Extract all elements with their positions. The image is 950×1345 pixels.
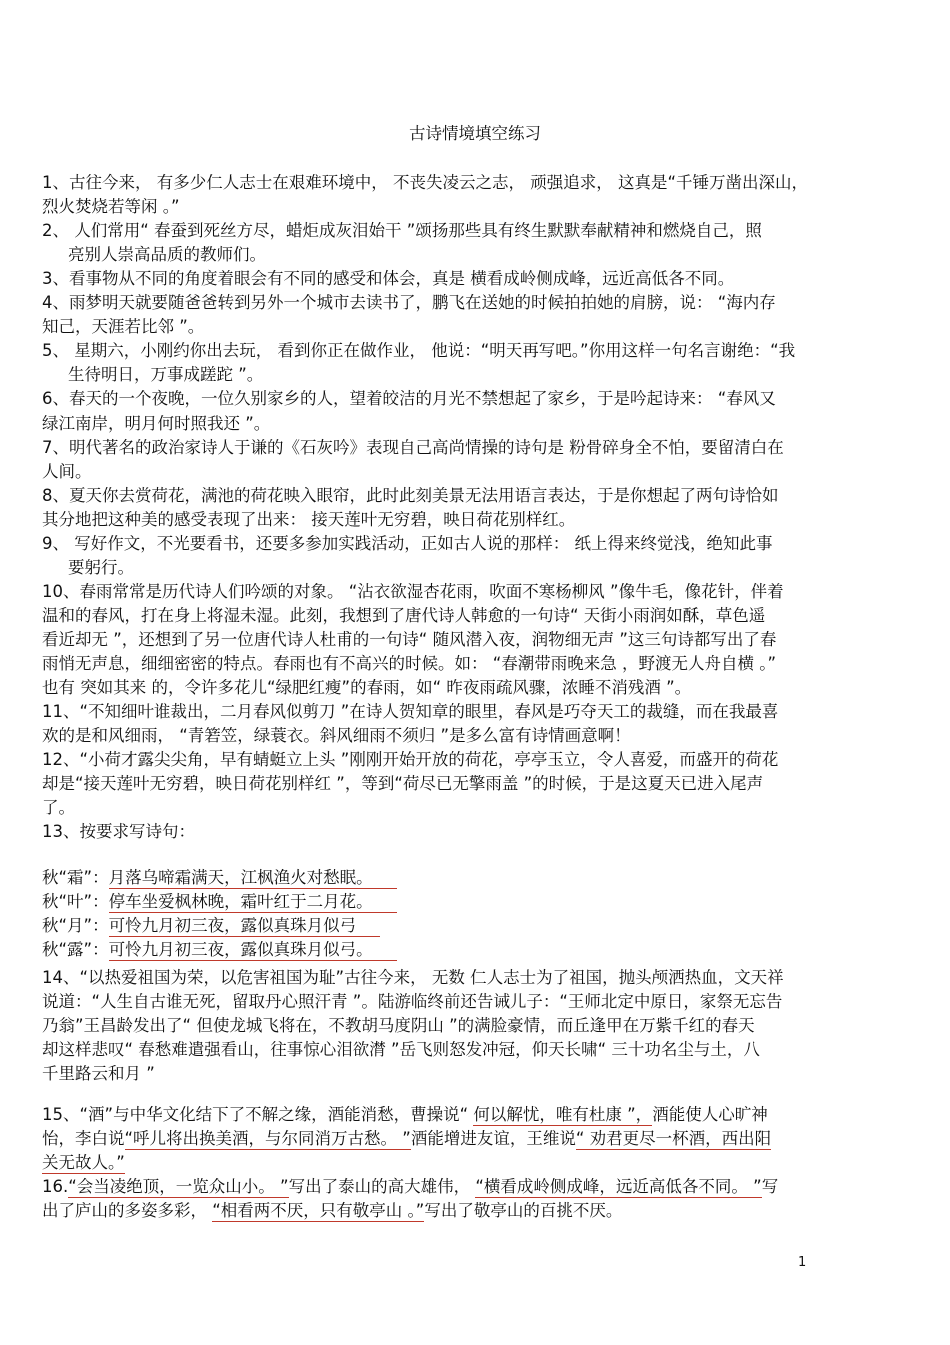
answer-underline: 停车坐爱枫林晚，霜叶红于二月花。 — [109, 892, 397, 913]
text-line: 看近却无 ”，还想到了另一位唐代诗人杜甫的一句诗“ 随风潜入夜，润物细无声 ”这三句诗都写出了春 — [42, 630, 777, 649]
q14-line: 说道：“人生自古谁无死，留取丹心照汗青 ”。陆游临终前还告诫儿子：“王师北定中原日，家祭无忘告 — [42, 992, 783, 1011]
text-line: 3、看事物从不同的角度着眼会有不同的感受和体会，真是 横看成岭侧成峰，远近高低各不同。 — [42, 269, 735, 288]
text-line: 知己，天涯若比邻 ”。 — [42, 317, 205, 336]
q13-label: 秋“霜”： — [42, 868, 109, 887]
page-number: 1 — [798, 1255, 807, 1270]
answer-underline: 可怜九月初三夜，露似真珠月似弓 — [109, 916, 381, 937]
q14-line: 14、“以热爱祖国为荣，以危害祖国为耻”古往今来， 无数 仁人志士为了祖国，抛头颅洒热血，文天祥 — [42, 968, 784, 987]
q14-line: 乃翁”王昌龄发出了“ 但使龙城飞将在，不教胡马度阴山 ”的满脸豪情，而丘逢甲在万紫千红的春天 — [42, 1016, 755, 1035]
q13-row — [42, 938, 892, 962]
text-line: 1、古往今来， 有多少仁人志士在艰难环境中， 不丧失凌云之志， 顽强追求， 这真是“千锤万凿出深山， — [42, 173, 809, 192]
q14-line: 千里路云和月 ” — [42, 1064, 155, 1083]
text-line: 生待明日，万事成蹉跎 ”。 — [68, 365, 264, 384]
answer-underline: 关无故人。” — [42, 1153, 125, 1172]
text-line: 5、 星期六，小刚约你出去玩， 看到你正在做作业， 他说：“明天再写吧。”你用这样一句名言谢绝：“我 — [42, 341, 796, 360]
answer-underline: 何以解忧，唯有杜康 ”， — [473, 1105, 653, 1124]
text-line: 8、夏天你去赏荷花，满池的荷花映入眼帘，此时此刻美景无法用语言表达，于是你想起了两句诗恰如 — [42, 486, 779, 505]
answer-underline: “会当凌绝顶，一览众山小。 ” — [68, 1177, 289, 1196]
text-line: 温和的春风，打在身上将湿未湿。此刻，我想到了唐代诗人韩愈的一句诗“ 天街小雨润如酥，草色遥 — [42, 606, 766, 625]
text-line: 其分地把这种美的感受表现了出来： 接天莲叶无穷碧，映日荷花别样红。 — [42, 510, 576, 529]
text-line: 4、雨梦明天就要随爸爸转到另外一个城市去读书了，鹏飞在送她的时候拍拍她的肩膀，说： “海内存 — [42, 293, 776, 312]
page-title: 古诗情境填空练习 — [409, 124, 541, 143]
answer-underline: “呼儿将出换美酒，与尔同消万古愁。 ” — [124, 1129, 411, 1148]
text-line: 要躬行。 — [68, 558, 134, 577]
text-line: 绿江南岸，明月何时照我还 ”。 — [42, 414, 271, 433]
answer-underline: “ 劝君更尽一杯酒，西出阳 — [575, 1129, 772, 1148]
q15-line-2: 怡，李白说“呼儿将出换美酒，与尔同消万古愁。 ”酒能增进友谊，王维说“ 劝君更尽一杯酒，西出阳 — [42, 1129, 772, 1148]
q13-row — [42, 914, 892, 938]
text-line: 欢的是和风细雨， “青箬笠，绿蓑衣。斜风细雨不须归 ”是多么富有诗情画意啊！ — [42, 726, 631, 745]
answer-underline: 月落乌啼霜满天，江枫渔火对愁眠。 — [109, 868, 397, 889]
answer-underline: 可怜九月初三夜，露似真珠月似弓。 — [109, 940, 397, 961]
answer-underline: “相看两不厌，只有敬亭山 。” — [212, 1201, 425, 1220]
text-line: 也有 突如其来 的，令许多花儿“绿肥红瘦”的春雨，如“ 昨夜雨疏风骤，浓睡不消残酒 ”。 — [42, 678, 692, 697]
q13-row — [42, 866, 892, 890]
q14-line: 却这样悲叹“ 春愁难遣强看山，往事惊心泪欲潸 ”岳飞则怒发冲冠，仰天长啸“ 三十功名尘与土，八 — [42, 1040, 760, 1059]
text-line: 11、“不知细叶谁裁出，二月春风似剪刀 ”在诗人贺知章的眼里，春风是巧夺天工的裁缝，而在我最喜 — [42, 702, 779, 721]
text-line: 13、按要求写诗句： — [42, 822, 195, 841]
q13-row — [42, 890, 892, 914]
text-line: 2、 人们常用“ 春蚕到死丝方尽，蜡炬成灰泪始干 ”颂扬那些具有终生默默奉献精神和燃烧自己，照 — [42, 221, 762, 240]
q16-line-2: 出了庐山的多姿多彩， “相看两不厌，只有敬亭山 。”写出了敬亭山的百挑不厌。 — [42, 1201, 623, 1220]
text-line: 亮别人崇高品质的教师们。 — [68, 245, 266, 264]
text-line: 却是“接天莲叶无穷碧，映日荷花别样红 ”，等到“荷尽已无擎雨盖 ”的时候，于是这夏天已进入尾声 — [42, 774, 764, 793]
text-line: 9、 写好作文，不光要看书，还要多参加实践活动，正如古人说的那样： 纸上得来终觉浅，绝知此事 — [42, 534, 773, 553]
text-line: 烈火焚烧若等闲 。” — [42, 197, 180, 216]
text-line: 雨悄无声息，细细密密的特点。春雨也有不高兴的时候。如： “春潮带雨晚来急 ，野渡无人舟自横 。” — [42, 654, 777, 673]
q13-label: 秋“月”： — [42, 916, 109, 935]
q13-label: 秋“叶”： — [42, 892, 109, 911]
text-line: 10、春雨常常是历代诗人们吟颂的对象。 “沾衣欲湿杏花雨，吹面不寒杨柳风 ”像牛毛，像花针，伴着 — [42, 582, 784, 601]
text-line: 7、明代著名的政治家诗人于谦的《石灰吟》表现自己高尚情操的诗句是 粉骨碎身全不怕，要留清白在 — [42, 438, 784, 457]
text-line: 6、春天的一个夜晚，一位久别家乡的人，望着皎洁的月光不禁想起了家乡，于是吟起诗来： “春风又 — [42, 389, 776, 408]
q15-line-3 — [42, 1151, 892, 1175]
text-line: 12、“小荷才露尖尖角，早有蜻蜓立上头 ”刚刚开始开放的荷花，亭亭玉立，令人喜爱，而盛开的荷花 — [42, 750, 779, 769]
q16-line-1: 16.“会当凌绝顶，一览众山小。 ”写出了泰山的高大雄伟， “横看成岭侧成峰，远近高低各不同。 ”写 — [42, 1177, 779, 1196]
answer-underline: “横看成岭侧成峰，远近高低各不同。 ” — [475, 1177, 762, 1196]
q15-line-1: 15、“酒”与中华文化结下了不解之缘，酒能消愁，曹操说“ 何以解忧，唯有杜康 ”，酒能使人心旷神 — [42, 1105, 768, 1124]
q13-label: 秋“露”： — [42, 940, 109, 959]
text-line: 人间。 — [42, 462, 92, 481]
text-line: 了。 — [42, 798, 75, 817]
